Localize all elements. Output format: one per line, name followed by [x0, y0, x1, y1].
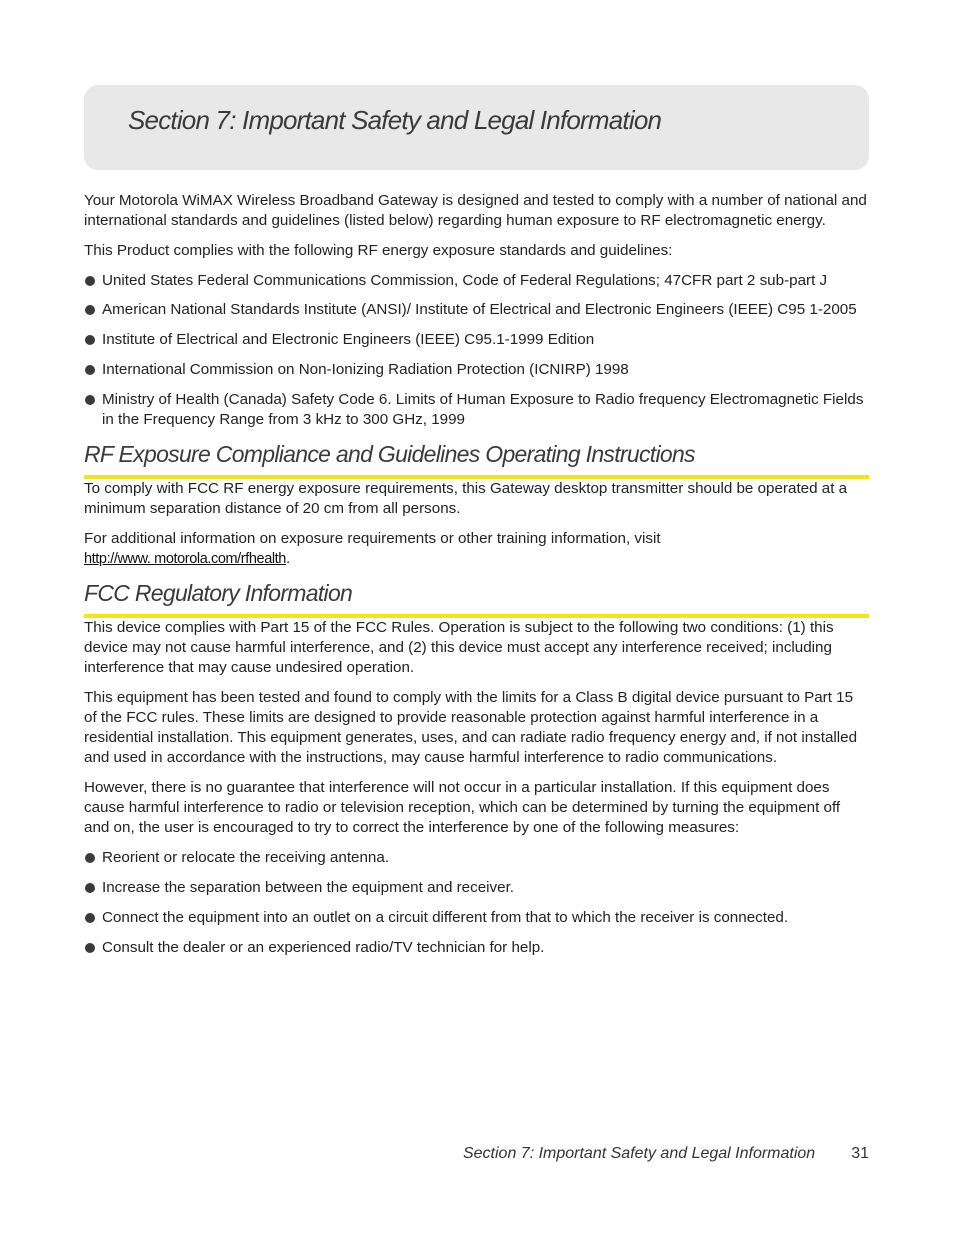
rf-paragraph-2 [84, 529, 869, 569]
fcc-paragraph-2: This equipment has been tested and found to comply with the limits for a Class B digital device pursuant to Part 15 of the FCC rules. These limits are designed to provide reasonable protection against harmful interference in a residential installation. This equipment generates, uses, and can radiate radio frequency energy and, if not installed and used in accordance with the instructions, may cause harmful interference to radio communications. [84, 688, 858, 767]
link-suffix: . [285, 549, 291, 567]
list-item [84, 390, 869, 430]
page-number: 31 [851, 1145, 869, 1162]
section-title: Section 7: Important Safety and Legal Information [128, 105, 662, 135]
list-item-text: International Commission on Non-Ionizing Radiation Protection (ICNIRP) 1998 [102, 361, 629, 378]
page-footer [463, 1145, 869, 1163]
list-item [84, 271, 869, 291]
measures-list [84, 848, 869, 958]
rfhealth-link[interactable]: http://www. motorola.com/rfhealth [84, 550, 286, 567]
list-item-text: Increase the separation between the equipment and receiver. [102, 878, 515, 896]
fcc-paragraph-3: However, there is no guarantee that interference will not occur in a particular installation. If this equipment does cause harmful interference to radio or television reception, which can be determined by turning the equipment off and on, the user is encouraged to try to correct the interference by one of the following measures: [84, 779, 841, 837]
bullet-icon [85, 853, 95, 863]
list-item [84, 938, 869, 958]
list-item [84, 300, 869, 320]
list-item-text: Consult the dealer or an experienced radio/TV technician for help. [102, 938, 545, 956]
intro-paragraph-1: Your Motorola WiMAX Wireless Broadband Gateway is designed and tested to comply with a number of national and international standards and guidelines (listed below) regarding human exposure to RF electromagnetic energy. [84, 192, 867, 230]
list-item-text: Institute of Electrical and Electronic Engineers (IEEE) C95.1-1999 Edition [102, 331, 595, 349]
footer-section-title: Section 7: Important Safety and Legal Information [462, 1145, 816, 1162]
list-item [84, 878, 869, 898]
list-item [84, 848, 869, 868]
fcc-heading: FCC Regulatory Information [84, 579, 869, 618]
bullet-icon [85, 943, 95, 953]
bullet-icon [85, 276, 95, 286]
list-item-text: United States Federal Communications Commission, Code of Federal Regulations; 47CFR part 2 sub-part J [102, 271, 828, 289]
list-item [84, 330, 869, 350]
list-item [84, 360, 869, 380]
bullet-icon [85, 335, 95, 345]
fcc-paragraph-1: This device complies with Part 15 of the FCC Rules. Operation is subject to the following two conditions: (1) this device may not cause harmful interference, and (2) this device must accept any interference received; including interference that may cause undesired operation. [84, 618, 834, 677]
standards-list [84, 271, 869, 431]
list-item-text: Reorient or relocate the receiving antenna. [102, 849, 390, 867]
intro-paragraph-2: This Product complies with the following RF energy exposure standards and guidelines: [84, 241, 673, 259]
bullet-icon [85, 365, 95, 375]
rf-paragraph-2-text: For additional information on exposure requirements or other training information, visit [84, 529, 661, 547]
list-item-text: American National Standards Institute (ANSI)/ Institute of Electrical and Electronic Engineers (IEEE) C95 1-2005 [102, 301, 857, 319]
bullet-icon [85, 395, 95, 405]
list-item-text: Connect the equipment into an outlet on a circuit different from that to which the receiver is connected. [102, 908, 789, 926]
section-banner [84, 85, 869, 170]
bullet-icon [85, 883, 95, 893]
page-content [84, 191, 869, 967]
rf-paragraph-1: To comply with FCC RF energy exposure requirements, this Gateway desktop transmitter should be operated at a minimum separation distance of 20 cm from all persons. [84, 479, 848, 517]
bullet-icon [85, 305, 95, 315]
rf-exposure-heading: RF Exposure Compliance and Guidelines Operating Instructions [84, 440, 869, 479]
bullet-icon [85, 913, 95, 923]
list-item-text: Ministry of Health (Canada) Safety Code 6. Limits of Human Exposure to Radio frequency Electromagnetic Fields in the Frequency Range from 3 kHz to 300 GHz, 1999 [102, 390, 864, 428]
list-item [84, 908, 869, 928]
